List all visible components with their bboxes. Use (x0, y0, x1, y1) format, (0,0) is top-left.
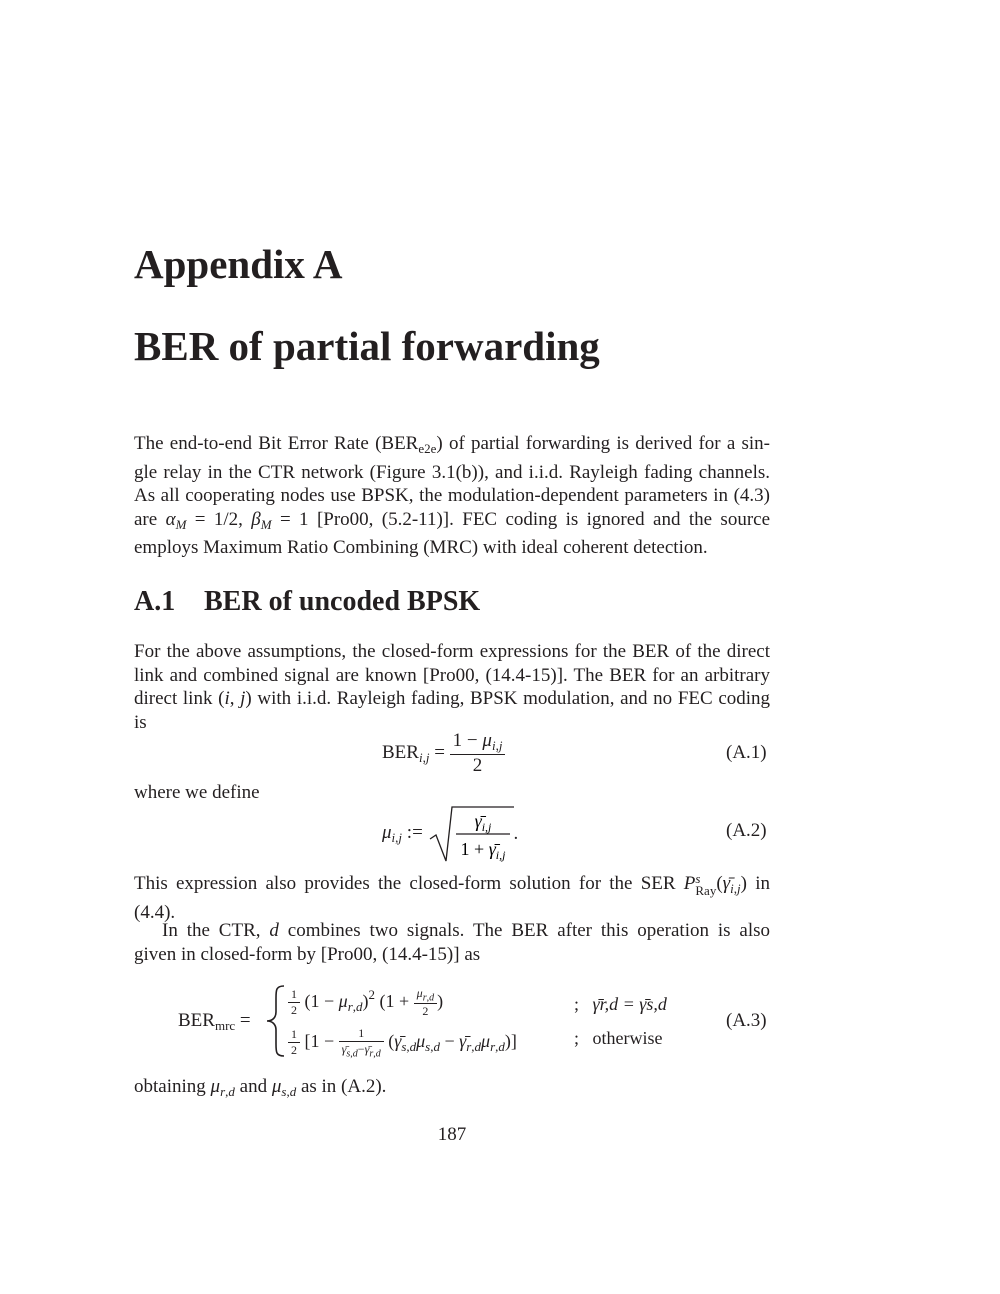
intro-paragraph: The end-to-end Bit Error Rate $(BER_{e2e})$ of partial forwarding is derived for a sin- gle relay in the CTR network (Figure 3.1(b)), and i.i.d. Rayleigh fading channels. As all cooperating nodes use BPSK, the modulation-dependent parameters in (4.3) are $\alpha_M = 1/2$, $\beta_M = 1$ [Pro00, (5.2-11)]. FEC coding is ignored and the source employs Maximum Ratio Combining (MRC) with ideal coherent detection. (134, 433, 771, 559)
page-number: 187 (437, 1124, 467, 1145)
body-paragraph-1: For the above assumptions, the closed-form expressions for the BER of the direct link and combined signal are known [Pro00, (14.4-15)]. The BER for an arbitrary direct link (i, j) with i.i.d. Rayleigh fading, BPSK modulation, and no FEC coding is (134, 641, 771, 733)
equation-a3-lhs: $BER_{mrc}$ = (178, 1010, 251, 1033)
equation-a3-cond2: ; otherwise (574, 1028, 663, 1048)
left-brace (264, 984, 288, 1058)
equation-number-a3: (A.3) (726, 1010, 767, 1031)
equation-a3-case1: $\frac{1}{2}$ $(1 - \mu_{r,d})^2$ (1 + $\frac{\mu_{r,d}}{2}$ ) (288, 986, 443, 1019)
where-define-text: where we define (134, 782, 260, 803)
appendix-label: Appendix A (134, 241, 343, 287)
body-paragraph-2: This expression also provides the closed-form solution for the SER Ps $Ray(\gammā_{i,j})$ in (4.4). (134, 871, 771, 923)
equation-a3-case2: $\frac{1}{2}$ [1 − $\frac{1}{\gammā_{s,d}-\gammā_{r,d}}$ ($\gammā_{s,d}\mu_{s,d}$ − $\gammā_{r,d}\mu_{r,d}$)] (288, 1026, 517, 1059)
chapter-title: BER of partial forwarding (134, 323, 600, 369)
equation-a3-cond1: ; γ̄r,d = γ̄s,d (574, 994, 667, 1014)
equation-a2: $\mu_{i,j}$ := $\gammā_{i,j}$ $1 + \gammā_{i,j}$ . (382, 805, 518, 863)
sqrt-symbol (428, 805, 514, 863)
equation-number-a2: (A.2) (726, 820, 767, 841)
equation-a1: $BER_{i,j}$ = $\frac{1 - \mu_{i,j}}{2}$ (382, 730, 505, 777)
section-number: A.1 (134, 586, 176, 617)
svg-text:1 + γ̄i,j: $1 + \gammā_{i,j}$ (460, 839, 506, 862)
body-paragraph-3: In the CTR, d combines two signals. The BER after this operation is also given in closed-form by [Pro00, (14.4-15)] as (134, 920, 771, 965)
closing-line: obtaining $\mu_{r,d}$ and $\mu_{s,d}$ as in (A.2). (134, 1076, 387, 1099)
svg-text:γ̄i,j: $\gammā_{i,j}$ (474, 811, 491, 834)
section-title: BER of uncoded BPSK (204, 586, 481, 617)
equation-number-a1: (A.1) (726, 742, 767, 763)
